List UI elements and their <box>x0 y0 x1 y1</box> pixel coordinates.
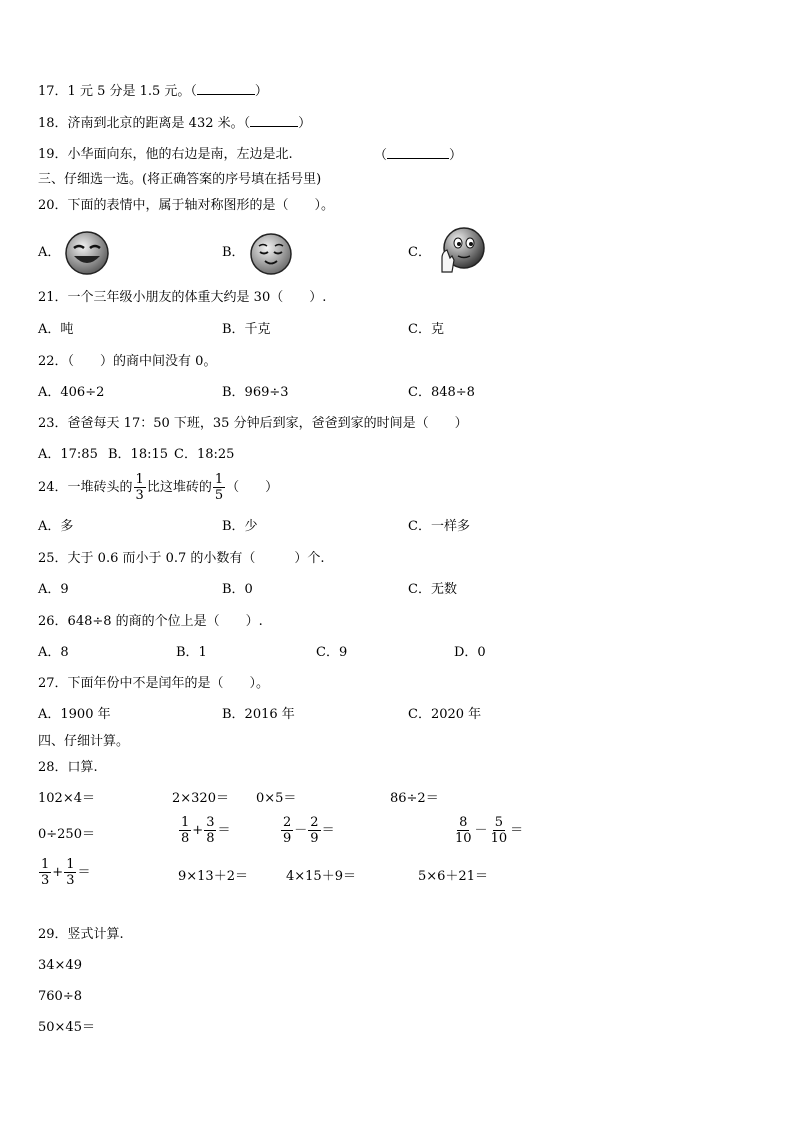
q26-option-b[interactable]: B．1 <box>176 645 207 660</box>
q23-option-a[interactable]: A．17:85 <box>38 447 98 462</box>
laughing-face-icon <box>64 230 110 276</box>
oral-calc-item: 102×4＝ <box>38 791 95 806</box>
oral-calc-item: 2×320＝ <box>172 791 229 806</box>
q27-option-b[interactable]: B．2016 年 <box>222 707 295 722</box>
q20-option-c[interactable]: C． <box>408 245 431 260</box>
vertical-calc-item: 50×45＝ <box>38 1020 95 1035</box>
oral-calc-item: 5×6＋21＝ <box>418 869 488 884</box>
vertical-calc-item: 34×49 <box>38 958 82 973</box>
q25-option-c[interactable]: C．无数 <box>408 582 457 597</box>
question-17: 17．1 元 5 分是 1.5 元。（ ） <box>38 84 268 99</box>
question-21-stem: 21．一个三年级小朋友的体重大约是 30（ ）. <box>38 290 327 305</box>
oral-calc-fraction-item: $\frac{1}{8}$ + $\frac{3}{8}$ ＝ <box>181 815 231 846</box>
vertical-calc-item: 760÷8 <box>38 989 82 1004</box>
oral-calc-fraction-item: $\frac{1}{3}$ + $\frac{1}{3}$ ＝ <box>41 857 91 888</box>
oral-calc-item: 0×5＝ <box>256 791 297 806</box>
oral-calc-item: 0÷250＝ <box>38 827 95 842</box>
question-20-stem: 20．下面的表情中，属于轴对称图形的是（ ）。 <box>38 198 335 213</box>
question-22-stem: 22．（ ）的商中间没有 0。 <box>38 354 217 369</box>
question-19-answer: （ ） <box>374 148 463 163</box>
question-18: 18．济南到北京的距离是 432 米。（ ） <box>38 116 312 131</box>
q27-option-a[interactable]: A．1900 年 <box>38 707 111 722</box>
question-28-title: 28．口算. <box>38 760 98 775</box>
q27-option-c[interactable]: C．2020 年 <box>408 707 482 722</box>
question-23-stem: 23．爸爸每天 17：50 下班，35 分钟后到家，爸爸到家的时间是（ ） <box>38 416 468 431</box>
q21-option-c[interactable]: C．克 <box>408 322 444 337</box>
question-25-stem: 25．大于 0.6 而小于 0.7 的小数有（ ）个. <box>38 551 325 566</box>
oral-calc-item: 9×13＋2＝ <box>178 869 248 884</box>
fraction: $\frac{1}{5}$ <box>214 472 224 503</box>
answer-blank[interactable] <box>387 146 449 159</box>
q25-option-b[interactable]: B．0 <box>222 582 253 597</box>
fraction: $\frac{1}{3}$ <box>135 472 144 503</box>
q26-option-a[interactable]: A．8 <box>38 645 69 660</box>
q23-option-c[interactable]: C．18:25 <box>174 447 235 462</box>
thinking-face-icon <box>436 226 486 276</box>
q21-option-b[interactable]: B．千克 <box>222 322 271 337</box>
q24-option-c[interactable]: C．一样多 <box>408 519 470 534</box>
question-24-stem: 24．一堆砖头的 $\frac{1}{3}$ 比这堆砖的 $\frac{1}{5}$ （ ） <box>38 472 279 503</box>
question-27-stem: 27．下面年份中不是闰年的是（ ）。 <box>38 676 270 691</box>
q22-option-c[interactable]: C．848÷8 <box>408 385 475 400</box>
section-4-heading: 四、仔细计算。 <box>38 734 130 749</box>
q26-option-c[interactable]: C．9 <box>316 645 348 660</box>
q21-option-a[interactable]: A．吨 <box>38 322 74 337</box>
q22-option-b[interactable]: B．969÷3 <box>222 385 289 400</box>
oral-calc-item: 4×15＋9＝ <box>286 869 356 884</box>
oral-calc-item: 86÷2＝ <box>390 791 439 806</box>
q24-option-a[interactable]: A．多 <box>38 519 74 534</box>
oral-calc-fraction-item: $\frac{2}{9}$ － $\frac{2}{9}$ ＝ <box>283 815 335 846</box>
smiling-face-icon <box>248 232 294 276</box>
oral-calc-fraction-item: $\frac{8}{10}$ － $\frac{5}{10}$ ＝ <box>455 815 524 846</box>
q20-option-b[interactable]: B． <box>222 245 245 260</box>
q24-option-b[interactable]: B．少 <box>222 519 258 534</box>
q26-option-d[interactable]: D．0 <box>454 645 486 660</box>
answer-blank[interactable] <box>250 114 298 127</box>
question-29-title: 29．竖式计算. <box>38 927 124 942</box>
question-19: 19．小华面向东，他的右边是南，左边是北. <box>38 147 293 162</box>
q23-option-b[interactable]: B．18:15 <box>108 447 169 462</box>
answer-blank[interactable] <box>197 82 255 95</box>
q20-option-a[interactable]: A． <box>38 245 61 260</box>
q25-option-a[interactable]: A．9 <box>38 582 69 597</box>
section-3-heading: 三、仔细选一选。(将正确答案的序号填在括号里) <box>38 172 322 187</box>
q22-option-a[interactable]: A．406÷2 <box>38 385 105 400</box>
question-26-stem: 26．648÷8 的商的个位上是（ ）. <box>38 614 263 629</box>
